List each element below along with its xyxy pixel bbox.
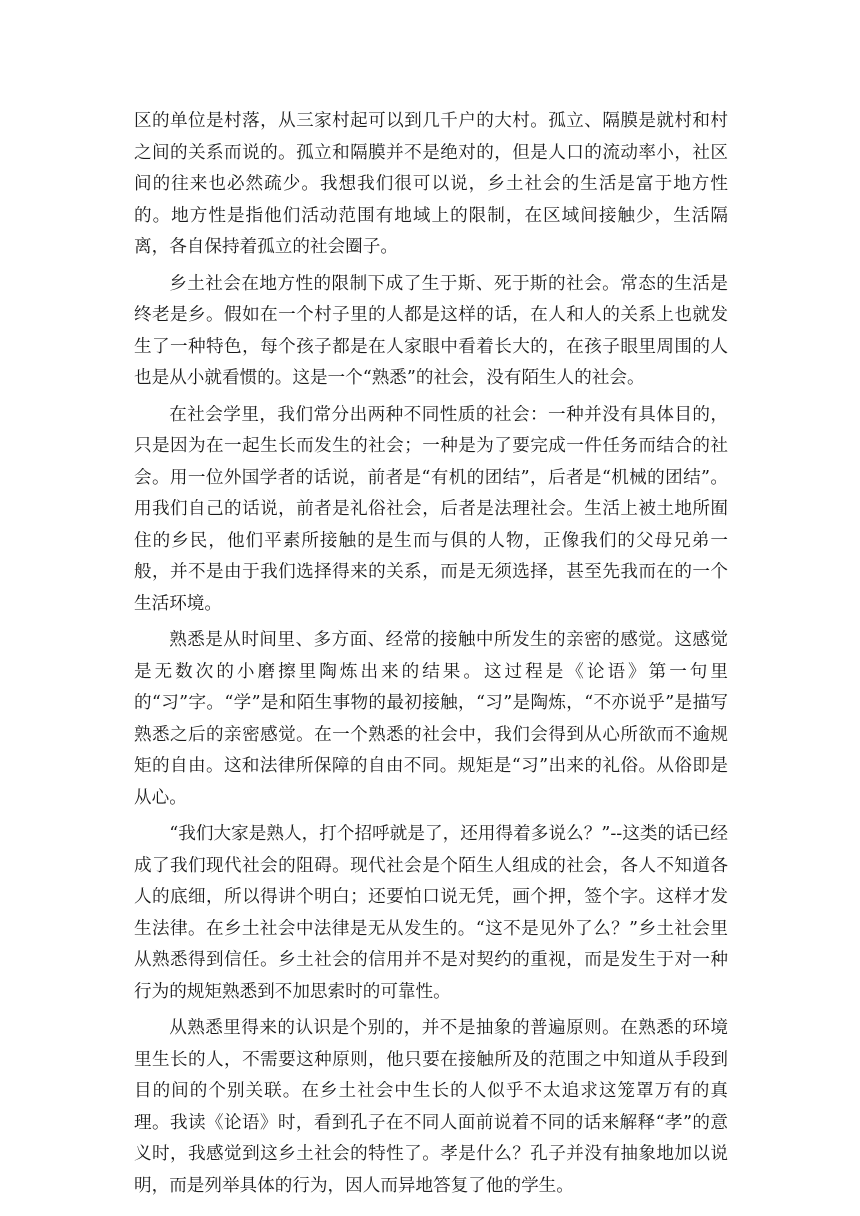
paragraph: 区的单位是村落，从三家村起可以到几千户的大村。孤立、隔膜是就村和村之间的关系而说的。孤立和隔膜并不是绝对的，但是人口的流动率小，社区间的往来也必然疏少。我想我们很可以说，乡土社会的生活是富于地方性的。地方性是指他们活动范围有地域上的限制，在区域间接触少，生活隔离，各自保持着孤立的社会圈子。 [134,111,728,257]
paragraph: 乡土社会在地方性的限制下成了生于斯、死于斯的社会。常态的生活是终老是乡。假如在一个村子里的人都是这样的话，在人和人的关系上也就发生了一种特色，每个孩子都是在人家眼中看着长大的，在孩子眼里周围的人也是从小就看惯的。这是一个“熟悉”的社会，没有陌生人的社会。 [134,273,728,388]
paragraph: 熟悉是从时间里、多方面、经常的接触中所发生的亲密的感觉。这感觉是无数次的小磨擦里陶炼出来的结果。这过程是《论语》第一句里的“习”字。“学”是和陌生事物的最初接触，“习”是陶炼，“不亦说乎”是描写熟悉之后的亲密感觉。在一个熟悉的社会中，我们会得到从心所欲而不逾规矩的自由。这和法律所保障的自由不同。规矩是“习”出来的礼俗。从俗即是从心。 [134,630,728,808]
paragraph: 在社会学里，我们常分出两种不同性质的社会：一种并没有具体目的，只是因为在一起生长而发生的社会；一种是为了要完成一件任务而结合的社会。用一位外国学者的话说，前者是“有机的团结”，后者是“机械的团结”。用我们自己的话说，前者是礼俗社会，后者是法理社会。生活上被土地所囿住的乡民，他们平素所接触的是生而与俱的人物，正像我们的父母兄弟一般，并不是由于我们选择得来的关系，而是无须选择，甚至先我而在的一个生活环境。 [134,404,728,614]
body-text [134,106,728,1202]
paragraph: 从熟悉里得来的认识是个别的，并不是抽象的普遍原则。在熟悉的环境里生长的人，不需要这种原则，他只要在接触所及的范围之中知道从手段到目的间的个别关联。在乡土社会中生长的人似乎不太追求这笼罩万有的真理。我读《论语》时，看到孔子在不同人面前说着不同的话来解释“孝”的意义时，我感觉到这乡土社会的特性了。孝是什么？孔子并没有抽象地加以说明，而是列举具体的行为，因人而异地答复了他的学生。 [134,1018,728,1196]
paragraph: “我们大家是熟人，打个招呼就是了，还用得着多说么？”--这类的话已经成了我们现代社会的阻碍。现代社会是个陌生人组成的社会，各人不知道各人的底细，所以得讲个明白；还要怕口说无凭，画个押，签个字。这样才发生法律。在乡土社会中法律是无从发生的。“这不是见外了么？”乡土社会里从熟悉得到信任。乡土社会的信用并不是对契约的重视，而是发生于对一种行为的规矩熟悉到不加思索时的可靠性。 [134,824,728,1002]
